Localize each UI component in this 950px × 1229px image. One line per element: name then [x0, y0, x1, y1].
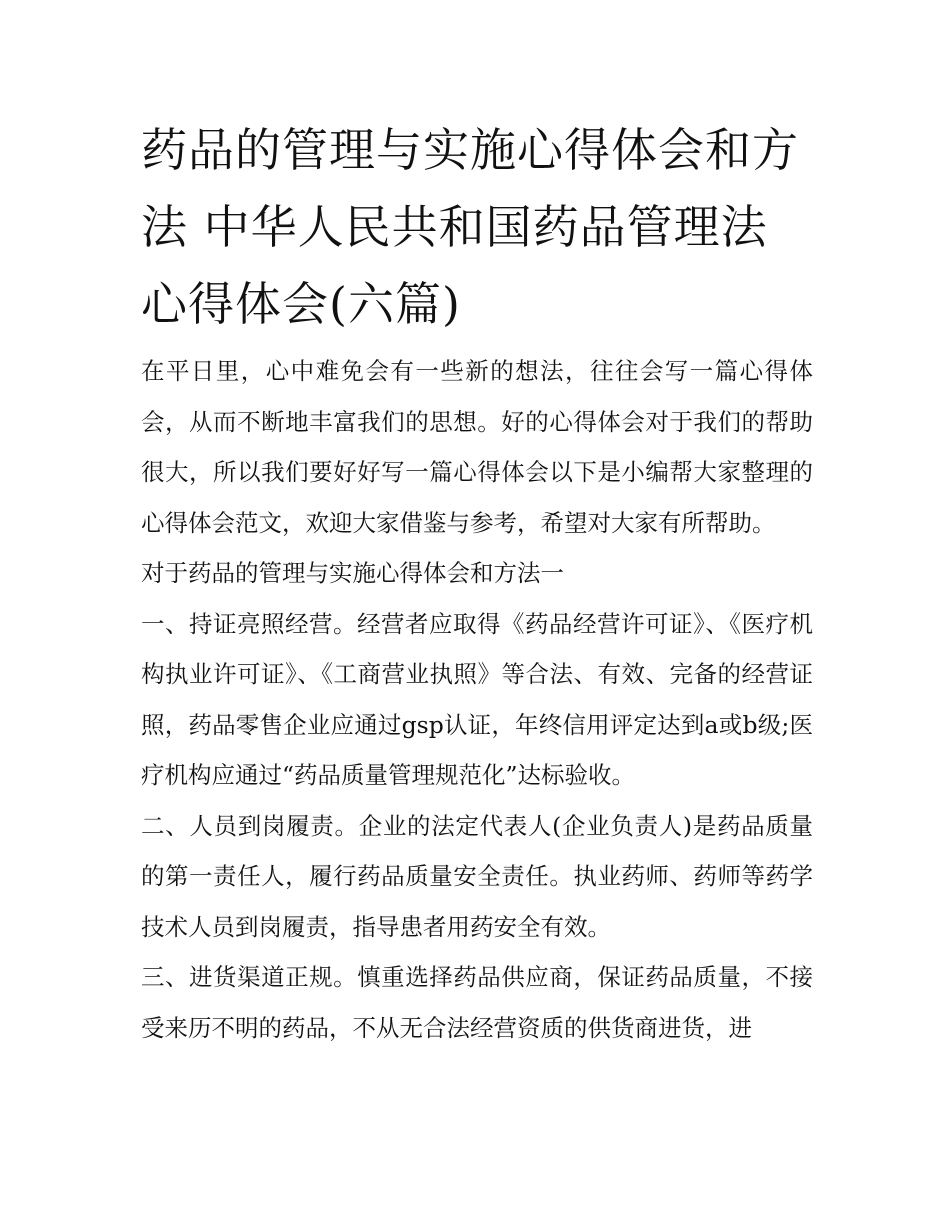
section-heading: 对于药品的管理与实施心得体会和方法一 [141, 559, 564, 587]
document-page [141, 112, 813, 1053]
document-title: 药品的管理与实施心得体会和方法 中华人民共和国药品管理法心得体会(六篇) [141, 123, 799, 331]
item-2-paragraph: 二、人员到岗履责。企业的法定代表人(企业负责人)是药品质量的第一责任人，履行药品质量安全责任。执业药师、药师等药学技术人员到岗履责，指导患者用药安全有效。 [141, 811, 813, 941]
document-body [141, 346, 813, 1053]
intro-paragraph: 在平日里，心中难免会有一些新的想法，往往会写一篇心得体会，从而不断地丰富我们的思想。好的心得体会对于我们的帮助很大，所以我们要好好写一篇心得体会以下是小编帮大家整理的心得体会范文，欢迎大家借鉴与参考，希望对大家有所帮助。 [141, 357, 813, 537]
item-1-paragraph: 一、持证亮照经营。经营者应取得《药品经营许可证》、《医疗机构执业许可证》、《工商营业执照》等合法、有效、完备的经营证照，药品零售企业应通过gsp认证，年终信用评定达到a或b级;医疗机构应通过“药品质量管理规范化”达标验收。 [141, 609, 813, 789]
item-3-paragraph: 三、进货渠道正规。慎重选择药品供应商，保证药品质量，不接受来历不明的药品，不从无合法经营资质的供货商进货，进 [141, 963, 813, 1042]
